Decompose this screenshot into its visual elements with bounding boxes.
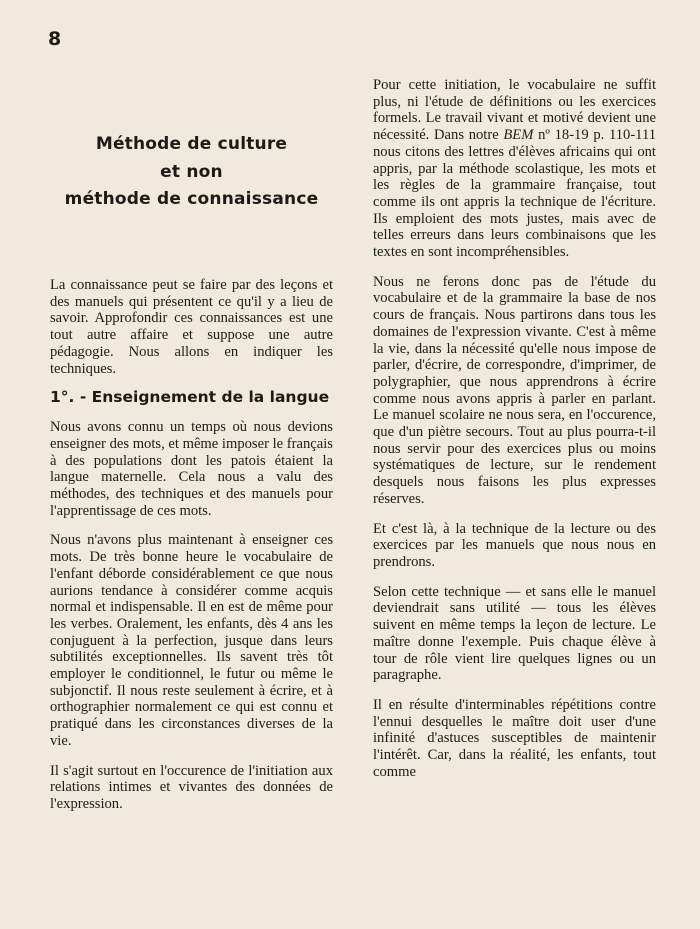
paragraph: Nous avons connu un temps où nous devions enseigner des mots, et même imposer le français à des populations dont les patois étaient la langue maternelle. Cela nous a valu des méthodes, des techniques et des manuels pour l'apprentissage de ces mots. bbox=[50, 419, 333, 519]
paragraph-text: Pour cette initiation, le vocabulaire ne suffit plus, ni l'étude de définitions ou les exercices formels. Le travail vivant et motivé devient une nécessité. Dans notre bbox=[373, 77, 656, 144]
paragraph: Nous ne ferons donc pas de l'étude du vocabulaire et de la grammaire la base de nos cours de français. Nous partirons dans tous les domaines de l'expression vivante. C'est à même la vie, dans la nécessité qu'elle nous impose de parler, d'écrire, de correspondre, d'imprimer, de polygraphier, que nous apprendrons à écrire comme nous avons appris à parler en parlant. Le manuel scolaire ne nous sera, en l'occurence, que d'un piètre secours. Tout au plus pourra-t-il nous servir pour des exercices plus ou moins systématiques de lecture, sur le rendement desquels nous faisons les plus expresses réserves. bbox=[373, 273, 656, 507]
paragraph: Nous n'avons plus maintenant à enseigner ces mots. De très bonne heure le vocabulaire de l'enfant déborde considérablement ce que nous aurions tendance à considérer comme acquis normal et indispensable. Il en est de même pour les verbes. Oralement, les enfants, dès 4 ans les conjuguent à la perfection, jusque dans leurs subtilités exceptionnelles. Ils savent très tôt employer le conditionnel, le futur ou même le subjonctif. Il nous reste seulement à écrire, et à orthographier normalement ce qui est connu et pratiqué dans les circonstances diverses de la vie. bbox=[50, 532, 333, 749]
section-heading: 1°. - Enseignement de la langue bbox=[50, 388, 330, 407]
right-column-body bbox=[373, 77, 656, 780]
page-number: 8 bbox=[48, 28, 62, 50]
title-line-3: méthode de connaissance bbox=[64, 189, 319, 209]
bem-reference: BEM bbox=[503, 127, 534, 144]
paragraph: Il en résulte d'interminables répétitions contre l'ennui desquelles le maître doit user d'une infinité d'astuces susceptibles de maintenir l'intérêt. Car, dans la réalité, les enfants, tout comme bbox=[373, 696, 656, 780]
paragraph: Selon cette technique — et sans elle le manuel deviendrait sans utilité — tous les élèves suivent en même temps la leçon de lecture. Le maître donne l'exemple. Puis chaque élève à tour de rôle vient lire quelques lignes ou un paragraphe. bbox=[373, 583, 656, 684]
title-line-2: et non bbox=[160, 161, 223, 182]
left-column-body bbox=[50, 277, 333, 813]
intro-paragraph: La connaissance peut se faire par des leçons et des manuels qui présentent ce qu'il y a lieu de savoir. Approfondir ces connaissances est une tout autre affaire et suppose une autre pédagogie. Nous allons en indiquer les techniques. bbox=[50, 277, 333, 377]
paragraph: Et c'est là, à la technique de la lecture ou des exercices par les manuels que nous nous en prendrons. bbox=[373, 520, 656, 570]
title-line-1: Méthode de culture bbox=[95, 134, 288, 154]
article-title bbox=[50, 131, 333, 214]
paragraph: Il s'agit surtout en l'occurence de l'initiation aux relations intimes et vivantes des données de l'expression. bbox=[50, 762, 333, 812]
paragraph bbox=[373, 77, 656, 261]
paragraph-text: nº 18-19 p. 110-111 nous citons des lettres d'élèves africains qui ont appris, par la méthode scolastique, les mots et les règles de la grammaire française, tout comme ils ont appris la technique de l'écriture. Ils emploient des mots justes, mais avec de telles erreurs dans leurs combinaisons que les textes en sont incompréhensibles. bbox=[373, 127, 656, 261]
